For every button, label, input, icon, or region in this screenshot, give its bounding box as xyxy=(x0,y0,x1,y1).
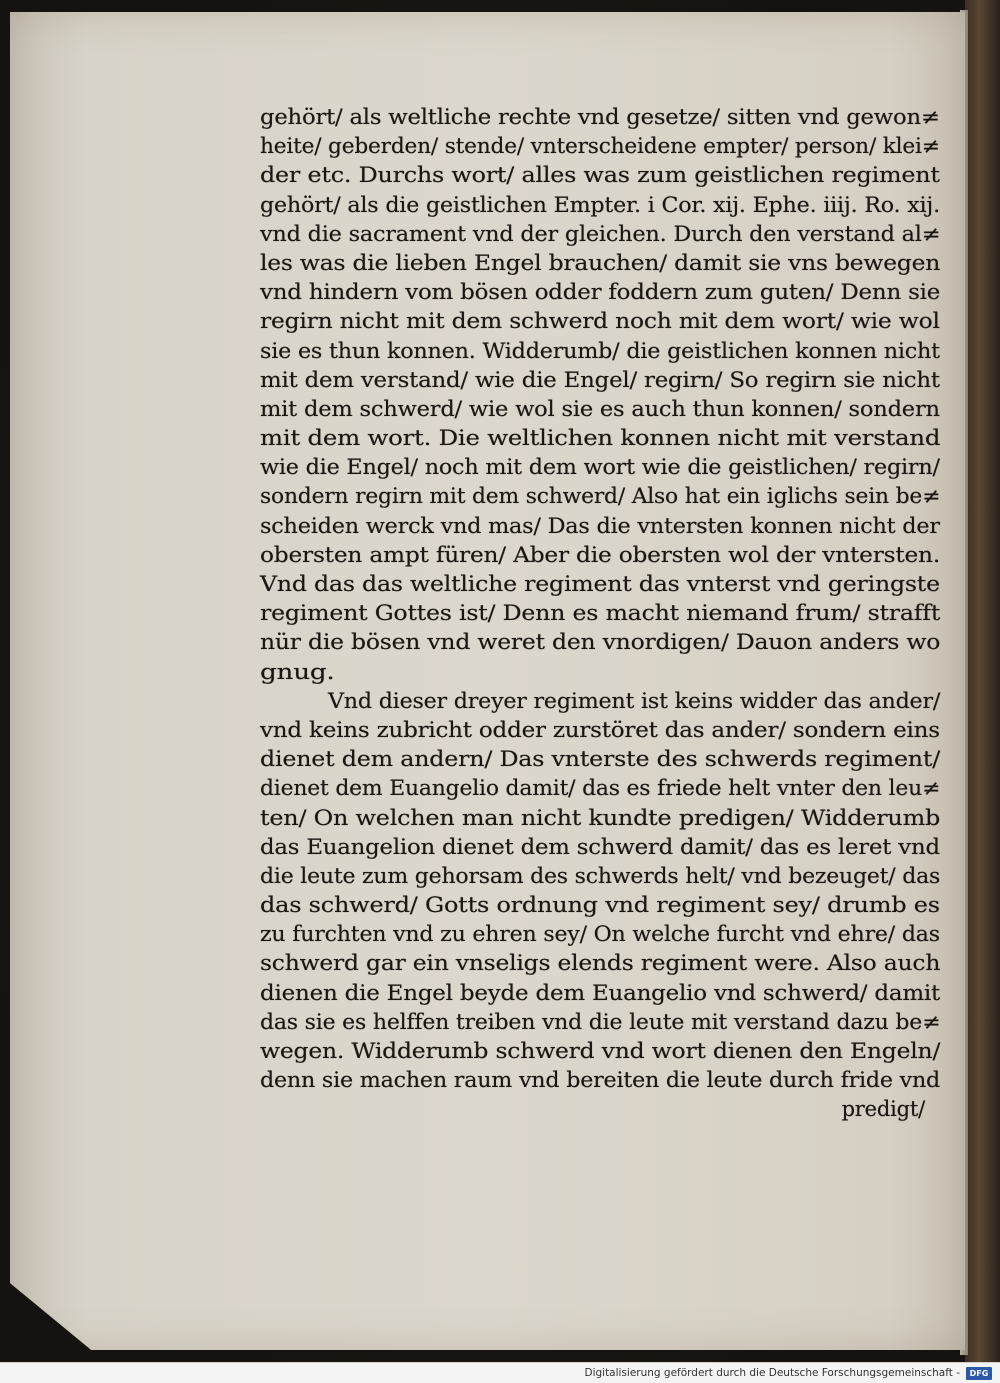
text-line: vnd hindern vom bösen odder foddern zum guten/ Denn sie xyxy=(260,280,941,305)
text-line: ten/ On welchen man nicht kundte predigen/ Widderumb xyxy=(260,805,941,830)
text-line: dienet dem Euangelio damit/ das es friede helt vnter den leu≠ xyxy=(260,776,941,801)
text-line: les was die lieben Engel brauchen/ damit sie vns bewegen xyxy=(260,250,941,275)
text-line: wegen. Widderumb schwerd vnd wort dienen den Engeln/ xyxy=(260,1039,941,1063)
book-binding xyxy=(965,0,1000,1362)
text-line: mit dem verstand/ wie die Engel/ regirn/ So regirn sie nicht xyxy=(260,367,940,392)
text-line: das schwerd/ Gotts ordnung vnd regiment sey/ drumb es xyxy=(260,893,940,918)
funding-credit: Digitalisierung gefördert durch die Deutsche Forschungsgemeinschaft - xyxy=(584,1367,960,1379)
text-line: dienet dem andern/ Das vnterste des schwerds regiment/ xyxy=(260,747,940,772)
text-line: dienen die Engel beyde dem Euangelio vnd schwerd/ damit xyxy=(260,980,941,1005)
text-line: vnd keins zubricht odder zurstöret das ander/ sondern eins xyxy=(260,717,940,742)
text-line: gnug. xyxy=(260,659,335,684)
text-line: mit dem schwerd/ wie wol sie es auch thun konnen/ sondern xyxy=(260,396,940,421)
catchword: predigt/ xyxy=(841,1097,925,1122)
text-line: sondern regirn mit dem schwerd/ Also hat ein iglichs sein be≠ xyxy=(260,484,941,509)
text-line: der etc. Durchs wort/ alles was zum geistlichen regiment xyxy=(260,163,940,188)
text-line: das sie es helffen treiben vnd die leute mit verstand dazu be≠ xyxy=(260,1009,941,1034)
text-line: regirn nicht mit dem schwerd noch mit dem wort/ wie wol xyxy=(260,309,940,334)
text-line: sie es thun konnen. Widderumb/ die geistlichen konnen nicht xyxy=(260,338,940,363)
text-line: gehört/ als weltliche rechte vnd gesetze/ sitten vnd gewon≠ xyxy=(260,105,940,129)
text-line: die leute zum gehorsam des schwerds helt/ vnd bezeuget/ das xyxy=(260,863,941,888)
digitization-footer xyxy=(0,1362,1000,1383)
text-line: schwerd gar ein vnseligs elends regiment were. Also auch xyxy=(260,951,941,976)
text-line: heite/ geberden/ stende/ vnterscheidene empter/ person/ klei≠ xyxy=(260,134,940,159)
text-line: Vnd das das weltliche regiment das vnterst vnd geringste xyxy=(260,572,940,596)
page-text xyxy=(260,103,945,1125)
text-line: das Euangelion dienet dem schwerd damit/ das es leret vnd xyxy=(260,834,940,859)
text-line: mit dem wort. Die weltlichen konnen nicht mit verstand xyxy=(260,426,941,451)
text-line: nür die bösen vnd weret den vnordigen/ Dauon anders wo xyxy=(260,630,941,655)
text-line: regiment Gottes ist/ Denn es macht niemand frum/ strafft xyxy=(260,601,941,626)
text-line: vnd die sacrament vnd der gleichen. Durch den verstand al≠ xyxy=(260,221,941,246)
text-line: gehört/ als die geistlichen Empter. i Cor. xij. Ephe. iiij. Ro. xij. xyxy=(260,192,940,217)
text-line: zu furchten vnd zu ehren sey/ On welche furcht vnd ehre/ das xyxy=(260,922,940,947)
text-line: obersten ampt füren/ Aber die obersten wol der vntersten. xyxy=(260,542,941,567)
text-line: wie die Engel/ noch mit dem wort wie die geistlichen/ regirn/ xyxy=(260,455,940,480)
text-line: denn sie machen raum vnd bereiten die leute durch fride vnd xyxy=(260,1068,941,1093)
paragraph-start-line: Vnd dieser dreyer regiment ist keins widder das ander/ xyxy=(328,688,941,713)
dfg-logo-icon: DFG xyxy=(966,1367,992,1380)
text-line: scheiden werck vnd mas/ Das die vntersten konnen nicht der xyxy=(260,513,940,538)
